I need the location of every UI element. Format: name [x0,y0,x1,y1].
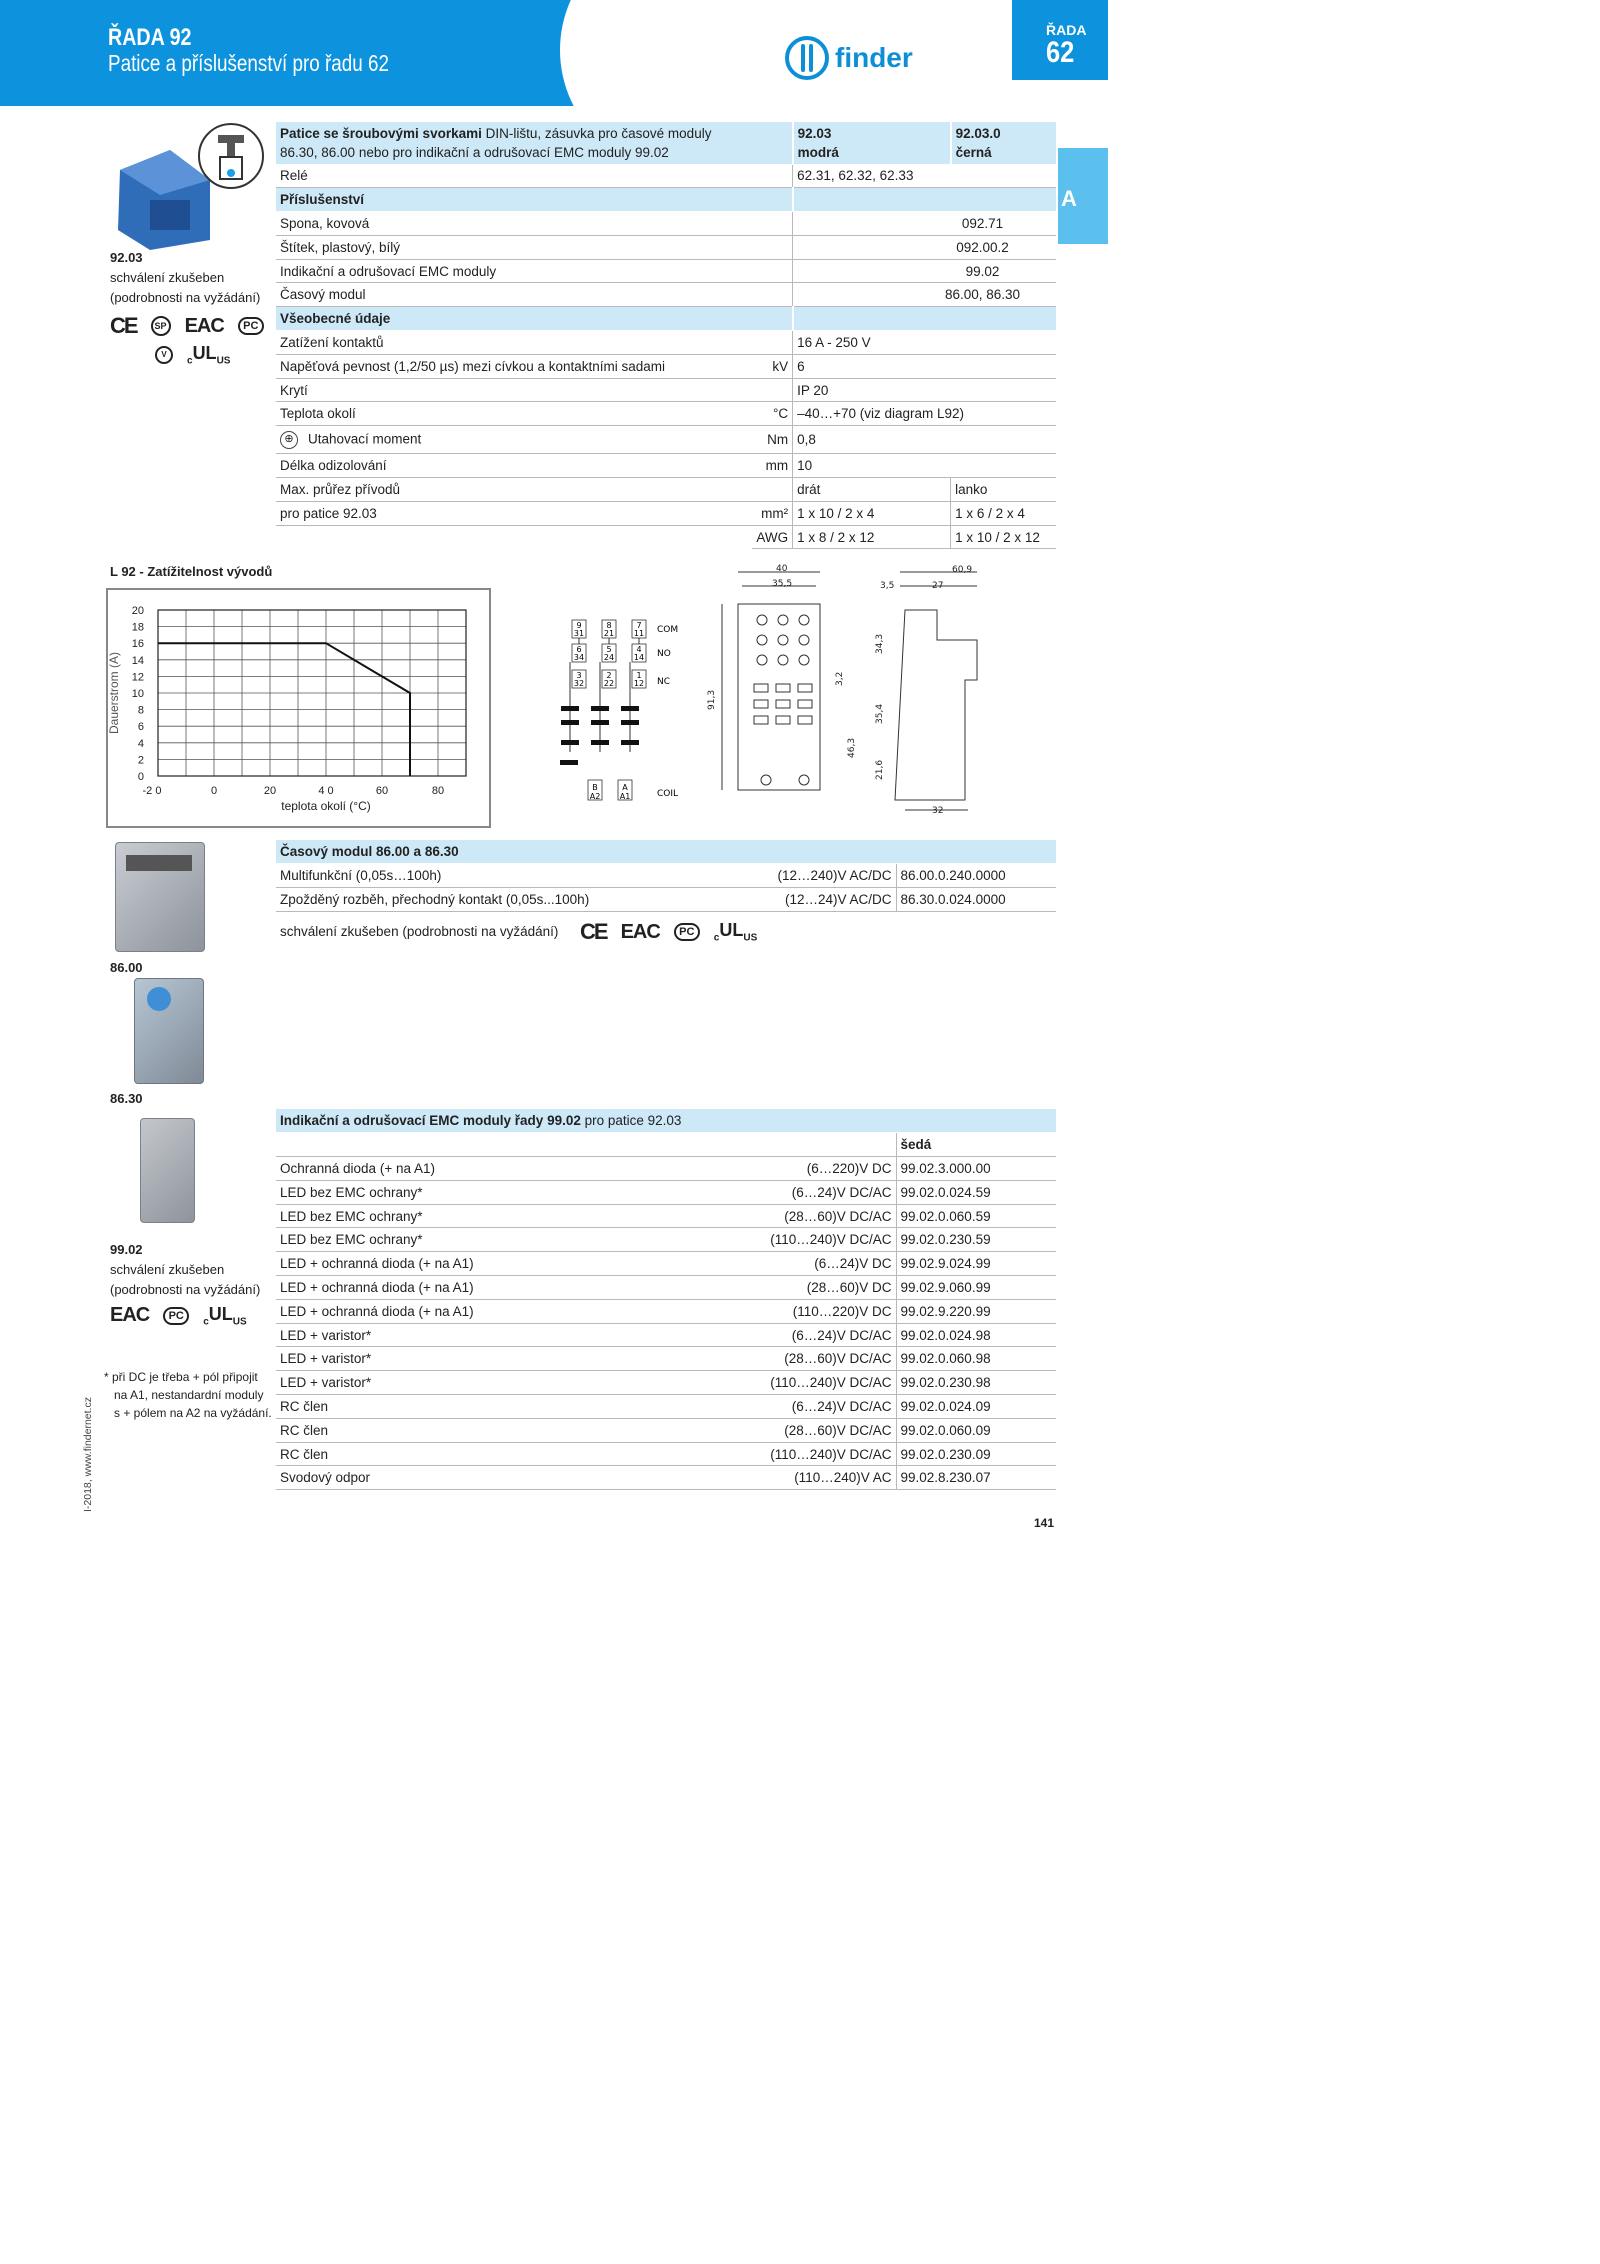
csa-mark-icon: SP [151,316,171,336]
x-tick-label: 4 0 [318,785,334,797]
cell: Indikační a odrušovací EMC moduly [276,259,752,283]
cell: 1 x 10 / 2 x 4 [793,501,951,525]
cell: kV [752,354,792,378]
y-tick-label: 0 [137,771,144,783]
cell: 99.02.0.230.98 [896,1371,1056,1395]
col2-color: černá [955,144,992,160]
col1-color: modrá [797,144,839,160]
cell: Zatížení kontaktů [276,331,752,355]
terminal-label: 6 [576,645,582,654]
x-tick-label: 20 [263,785,277,797]
cell: 16 A - 250 V [793,331,1056,355]
timer-certifications [580,919,757,945]
module-title-bold: Indikační a odrušovací EMC moduly řady 99.02 [280,1113,581,1129]
footer-side-text: I-2018, www.findernet.cz [82,1397,94,1512]
cell: Časový modul 86.00 a 86.30 [276,840,1056,864]
dim-label: 35,5 [772,579,793,589]
series-badge [1012,0,1108,80]
cell: Nm [752,426,792,454]
cell: mm [752,454,792,478]
module-approval-1: schválení zkušeben [110,1262,225,1277]
cell: 092.00.2 [793,235,1056,259]
x-tick-label: 0 [210,785,218,797]
cell: 10 [793,454,1056,478]
cell: 99.02.9.060.99 [896,1276,1056,1300]
y-tick-label: 12 [131,671,144,684]
cell: (6…24)V DC/AC [738,1180,896,1204]
table-row [276,1276,1056,1300]
cell: RC člen [276,1395,738,1419]
terminal-label: 1 [636,671,642,680]
cell [752,378,792,402]
y-tick-label: 18 [131,621,144,634]
cell: Časový modul [276,283,752,307]
table-row [276,354,1056,378]
terminal-label: 22 [603,679,615,688]
table-row [276,1418,1056,1442]
cell: 99.02.9.024.99 [896,1252,1056,1276]
timer-title-row [276,840,1056,864]
cell: 99.02.9.220.99 [896,1299,1056,1323]
dim-label: 35,4 [875,703,885,724]
module-certifications [110,1304,247,1328]
cell: Teplota okolí [276,402,752,426]
cell: 1 x 6 / 2 x 4 [951,501,1056,525]
cell: (28…60)V DC/AC [738,1204,896,1228]
y-tick-label: 4 [137,737,144,750]
cell: LED bez EMC ochrany* [276,1180,738,1204]
cell: (110…220)V DC [738,1299,896,1323]
footnote-line: s + pólem na A2 na vyžádání. [114,1406,272,1420]
timer-approval: schválení zkušeben (podrobnosti na vyžádání) [280,924,559,939]
dim-label: 27 [932,581,944,591]
table-row [276,235,1056,259]
eac-mark-icon: EAC [110,1304,150,1327]
cell: LED bez EMC ochrany* [276,1204,738,1228]
cell [793,188,1056,212]
y-tick-label: 8 [137,704,144,717]
terminal-label: 4 [636,645,642,654]
cell: 99.02 [793,259,1056,283]
cell: (12…24)V AC/DC [738,888,896,912]
page-subtitle: Patice a příslušenství pro řadu 62 [108,50,389,76]
contact-mark [591,706,609,711]
chart-frame [106,588,491,828]
terminal-label: 31 [573,629,585,638]
dim-label: 40 [776,564,788,574]
cell [752,259,792,283]
table-row [276,1299,1056,1323]
terminal-label: 34 [573,653,585,662]
footnote-line: * při DC je třeba + pól připojit [104,1370,258,1384]
timer-86-00-label: 86.00 [110,960,143,975]
cell: Svodový odpor [276,1466,738,1490]
cell: (110…240)V DC/AC [738,1371,896,1395]
cell: LED + varistor* [276,1347,738,1371]
cell: (110…240)V DC/AC [738,1442,896,1466]
terminal-label: 32 [573,679,585,688]
torque-icon: ⊕ [280,431,298,449]
dial-window [126,855,192,871]
terminal-label: 12 [633,679,645,688]
cell: 86.00, 86.30 [793,283,1056,307]
cell: 86.30.0.024.0000 [896,888,1056,912]
desc-line2: 86.30, 86.00 nebo pro indikační a odrušovací EMC moduly 99.02 [280,144,669,160]
col-92-03-0-header [951,122,1056,164]
vde-mark-icon: V [155,346,173,364]
table-row [276,1323,1056,1347]
pct-mark-icon: PC [238,317,264,335]
cell: 62.31, 62.32, 62.33 [793,164,1056,188]
table-row [276,1204,1056,1228]
desc-bold: Patice se šroubovými svorkami [280,125,482,141]
cell: LED + varistor* [276,1371,738,1395]
cell: mm² [752,501,792,525]
cell: 99.02.0.024.98 [896,1323,1056,1347]
contact-type-label: NO [657,649,671,659]
cell: lanko [951,478,1056,502]
dim-label: 60,9 [952,565,973,575]
finder-logo-icon [785,36,829,80]
cell: 1 x 8 / 2 x 12 [793,525,951,549]
contact-mark [561,706,579,711]
cell: 99.02.0.060.59 [896,1204,1056,1228]
cell [276,1109,1056,1133]
table-row [276,164,1056,188]
table-row [276,426,1056,454]
terminal-label: 2 [606,671,612,680]
cell: Délka odizolování [276,454,752,478]
table-row [276,1371,1056,1395]
ce-mark-icon: CE [110,313,137,338]
cell [752,283,792,307]
table-row [276,212,1056,236]
cell: (28…60)V DC/AC [738,1418,896,1442]
screw-terminal-icon [198,123,264,189]
front-terminals [754,615,812,785]
y-tick-label: 14 [131,654,144,667]
pct-mark-icon: PC [163,1307,189,1325]
terminal-label: 3 [576,671,582,680]
table-row [276,1180,1056,1204]
dimension-drawing [700,562,980,820]
cell: LED + ochranná dioda (+ na A1) [276,1252,738,1276]
torque-label: Utahovací moment [308,431,422,447]
module-caption [110,1240,260,1300]
cell: RC člen [276,1418,738,1442]
terminal-label: A2 [589,792,601,801]
load-chart [108,590,489,826]
y-tick-label: 6 [137,721,144,734]
cell [752,478,792,502]
page-number: 141 [1034,1516,1055,1530]
cell: pro patice 92.03 [276,501,752,525]
terminal-label: 5 [606,645,612,654]
dim-label: 91,3 [707,689,717,710]
cell: drát [793,478,951,502]
terminal-label: B [592,783,598,792]
cell: LED + varistor* [276,1323,738,1347]
cell: (12…240)V AC/DC [738,864,896,888]
cell: Všeobecné údaje [276,307,793,331]
header-description [276,122,793,164]
module-title-rest: pro patice 92.03 [580,1113,682,1129]
table-row [276,454,1056,478]
terminal-label: 9 [576,621,582,630]
terminal-label: 7 [636,621,642,630]
table-row [276,1252,1056,1276]
series-label: ŘADA [1046,22,1087,38]
terminal-label: A1 [619,792,631,801]
cell: Štítek, plastový, bílý [276,235,752,259]
table-row [276,501,1056,525]
cell [276,426,752,454]
terminal-label: 21 [603,629,615,638]
module-99-02-photo [140,1118,195,1223]
cell: (6…24)V DC/AC [738,1323,896,1347]
dim-label: 3,5 [880,581,895,591]
chart-grid [158,610,466,776]
cell: (6…24)V DC/AC [738,1395,896,1419]
cell: Multifunkční (0,05s…100h) [276,864,738,888]
eac-mark-icon: EAC [184,314,224,337]
cell: 092.71 [793,212,1056,236]
cell: Napěťová pevnost (1,2/50 µs) mezi cívkou a kontaktními sadami [276,354,752,378]
cell: –40…+70 (viz diagram L92) [793,402,1056,426]
cell: Ochranná dioda (+ na A1) [276,1157,738,1181]
table-row [276,1466,1056,1490]
cell [793,307,1056,331]
socket-approval-2: (podrobnosti na vyžádání) [110,290,261,305]
cell: 99.02.8.230.07 [896,1466,1056,1490]
timer-86-00-photo [115,842,205,952]
cell: 1 x 10 / 2 x 12 [951,525,1056,549]
table-row [276,259,1056,283]
table-row [276,864,1056,888]
x-tick-label: 80 [431,785,445,797]
y-tick-label: 20 [131,605,144,617]
cell: (110…240)V DC/AC [738,1228,896,1252]
ce-mark-icon: CE [580,919,607,944]
cell [752,212,792,236]
cell: AWG [752,525,792,549]
y-tick-label: 10 [131,688,144,700]
desc-rest: DIN-lištu, zásuvka pro časové moduly [481,125,712,141]
timer-86-30-photo [134,978,204,1084]
dim-label: 3,2 [835,671,845,686]
cell: RC člen [276,1442,738,1466]
socket-certifications-2 [155,343,230,367]
cell: 0,8 [793,426,1056,454]
socket-code: 92.03 [110,250,143,265]
socket-spec-table [276,122,1056,549]
chart-title: L 92 - Zatížitelnost vývodů [110,564,273,579]
cell: °C [752,402,792,426]
socket-caption [110,248,260,308]
table-row [276,378,1056,402]
table-row [276,283,1056,307]
ul-mark-icon: $_cUL_{US}$ [713,920,758,944]
side-tab: A [1058,148,1108,244]
table-row [276,525,1056,549]
cell: 99.02.0.024.09 [896,1395,1056,1419]
x-tick-label: 60 [375,785,389,797]
cell [752,331,792,355]
cell: 6 [793,354,1056,378]
side-outline [895,610,977,800]
cell [276,1133,738,1157]
table-row [276,402,1056,426]
y-tick-label: 16 [131,638,144,651]
cell: LED bez EMC ochrany* [276,1228,738,1252]
cell: LED + ochranná dioda (+ na A1) [276,1276,738,1300]
table-row [276,122,1056,164]
table-row [276,888,1056,912]
footnote-line: na A1, nestandardní moduly [114,1388,264,1402]
contact-mark [591,740,609,745]
table-row [276,1133,1056,1157]
table-row [276,478,1056,502]
dim-label: 32 [932,806,944,816]
cell: Příslušenství [276,188,793,212]
cell [738,1133,896,1157]
socket-certifications [110,313,264,339]
contact-type-label: COIL [657,789,679,799]
footnote [104,1368,272,1422]
x-tick-label: -2 0 [142,785,162,797]
cell: 99.02.0.230.59 [896,1228,1056,1252]
table-row [276,1157,1056,1181]
cell [752,235,792,259]
table-row [276,331,1056,355]
cell: 99.02.3.000.00 [896,1157,1056,1181]
cell: (28…60)V DC/AC [738,1347,896,1371]
module-table [276,1109,1056,1490]
col-92-03-header [793,122,951,164]
dim-label: 21,6 [875,759,885,780]
cell: IP 20 [793,378,1056,402]
section-general [276,307,1056,331]
terminal-label: 24 [603,653,615,662]
contact-mark [561,720,579,725]
table-row [276,1347,1056,1371]
ul-mark-icon: $_cUL_{US}$ [203,1304,247,1328]
cell: Relé [276,164,752,188]
cell: (6…24)V DC [738,1252,896,1276]
x-axis-label: teplota okolí (°C) [281,799,371,813]
contact-type-label: NC [657,677,671,687]
cell: Zpožděný rozběh, přechodný kontakt (0,05s...100h) [276,888,738,912]
contact-mark [621,706,639,711]
timer-table [276,840,1056,912]
front-outline [738,604,820,790]
cell: 99.02.0.060.98 [896,1347,1056,1371]
module-code: 99.02 [110,1242,143,1257]
module-title-row [276,1109,1056,1133]
dim-label: 34,3 [875,633,885,654]
page-title: ŘADA 92 [108,24,192,51]
socket-approval-1: schválení zkušeben [110,270,225,285]
coil-mark [560,760,578,765]
logo-text: finder [835,42,913,73]
section-accessories [276,188,1056,212]
contact-mark [621,740,639,745]
terminal-label: 14 [633,653,645,662]
table-row [276,1442,1056,1466]
col1-code: 92.03 [797,125,832,141]
cell: 86.00.0.240.0000 [896,864,1056,888]
series-number: 62 [1046,36,1075,69]
wiring-diagram [560,612,700,807]
cell: Max. průřez přívodů [276,478,752,502]
cell: Krytí [276,378,752,402]
cell [276,525,752,549]
ul-mark-icon: $_cUL_{US}$ [187,343,231,367]
finder-logo [785,36,913,80]
cell: LED + ochranná dioda (+ na A1) [276,1299,738,1323]
timer-86-30-label: 86.30 [110,1091,143,1106]
terminal-label: 8 [606,621,612,630]
terminal-label: A [622,783,628,792]
cell: 99.02.0.024.59 [896,1180,1056,1204]
table-row [276,1228,1056,1252]
contact-type-label: COM [657,625,679,635]
eac-mark-icon: EAC [620,920,660,943]
cell: Spona, kovová [276,212,752,236]
pct-mark-icon: PC [674,923,700,941]
table-row [276,1395,1056,1419]
cell: šedá [896,1133,1056,1157]
knob-icon [147,987,171,1011]
cell [752,164,792,188]
terminal-label: 11 [633,629,645,638]
module-approval-2: (podrobnosti na vyžádání) [110,1282,261,1297]
cell: (28…60)V DC [738,1276,896,1300]
contact-mark [591,720,609,725]
contact-mark [561,740,579,745]
dim-label: 46,3 [847,737,857,758]
col2-code: 92.03.0 [955,125,1001,141]
cell: 99.02.0.060.09 [896,1418,1056,1442]
cell: (110…240)V AC [738,1466,896,1490]
contact-mark [621,720,639,725]
y-axis-label: Dauerstrom (A) [108,651,121,735]
y-tick-label: 2 [137,754,144,767]
cell: (6…220)V DC [738,1157,896,1181]
cell: 99.02.0.230.09 [896,1442,1056,1466]
